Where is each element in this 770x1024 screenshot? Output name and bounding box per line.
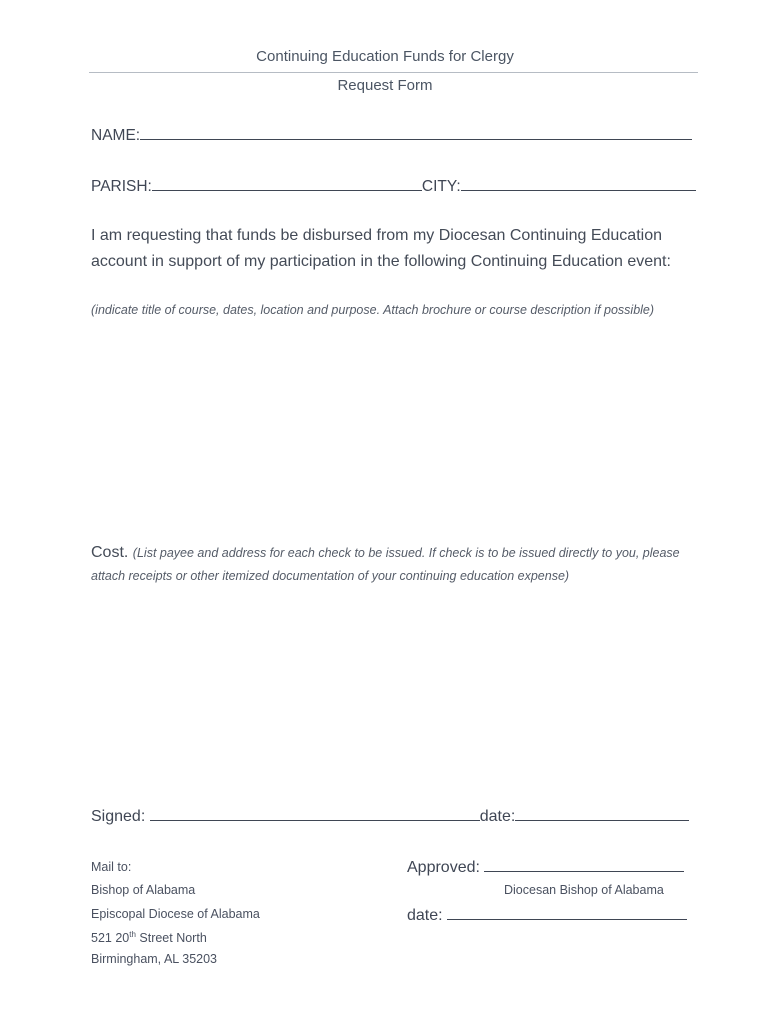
signature-date-label: date: — [479, 808, 516, 825]
parish-blank-line[interactable] — [152, 176, 422, 191]
signature-field — [91, 806, 689, 826]
name-field — [91, 125, 692, 145]
request-statement: I am requesting that funds be disbursed from my Diocesan Continuing Education account in support of my participation in the following Continuing Education event: — [91, 227, 671, 270]
signed-label: Signed: — [91, 808, 146, 825]
approval-date-field — [407, 905, 687, 925]
cost-instructions: (List payee and address for each check to be issued. If check is to be issued directly to you, please attach receipts or other itemized documentation of your continuing education expense) — [91, 546, 680, 583]
signature-blank-line[interactable] — [150, 806, 480, 821]
approved-blank-line[interactable] — [484, 857, 684, 872]
event-instructions: (indicate title of course, dates, location and purpose. Attach brochure or course description if possible) — [91, 303, 655, 317]
cost-label: Cost. — [91, 544, 129, 561]
name-label: NAME: — [91, 127, 141, 144]
mail-line-2: Episcopal Diocese of Alabama — [91, 907, 260, 921]
city-blank-line[interactable] — [461, 176, 696, 191]
approver-title: Diocesan Bishop of Alabama — [504, 883, 664, 897]
cost-section — [91, 541, 691, 587]
form-title: Continuing Education Funds for Clergy — [256, 48, 514, 65]
approved-field — [407, 857, 684, 877]
mail-line-1: Bishop of Alabama — [91, 883, 196, 897]
approved-label: Approved: — [407, 859, 480, 876]
signature-date-blank-line[interactable] — [515, 806, 689, 821]
mail-heading: Mail to: — [91, 860, 132, 874]
parish-city-field — [91, 176, 696, 196]
city-label: CITY: — [421, 178, 461, 195]
approval-date-label: date: — [407, 907, 443, 924]
mail-city-line: Birmingham, AL 35203 — [91, 952, 218, 966]
approval-date-blank-line[interactable] — [447, 905, 687, 920]
mail-street: 521 20th Street North — [91, 930, 207, 946]
parish-label: PARISH: — [91, 178, 152, 195]
form-subtitle: Request Form — [337, 77, 433, 94]
title-divider — [89, 72, 698, 73]
name-blank-line[interactable] — [140, 125, 692, 140]
